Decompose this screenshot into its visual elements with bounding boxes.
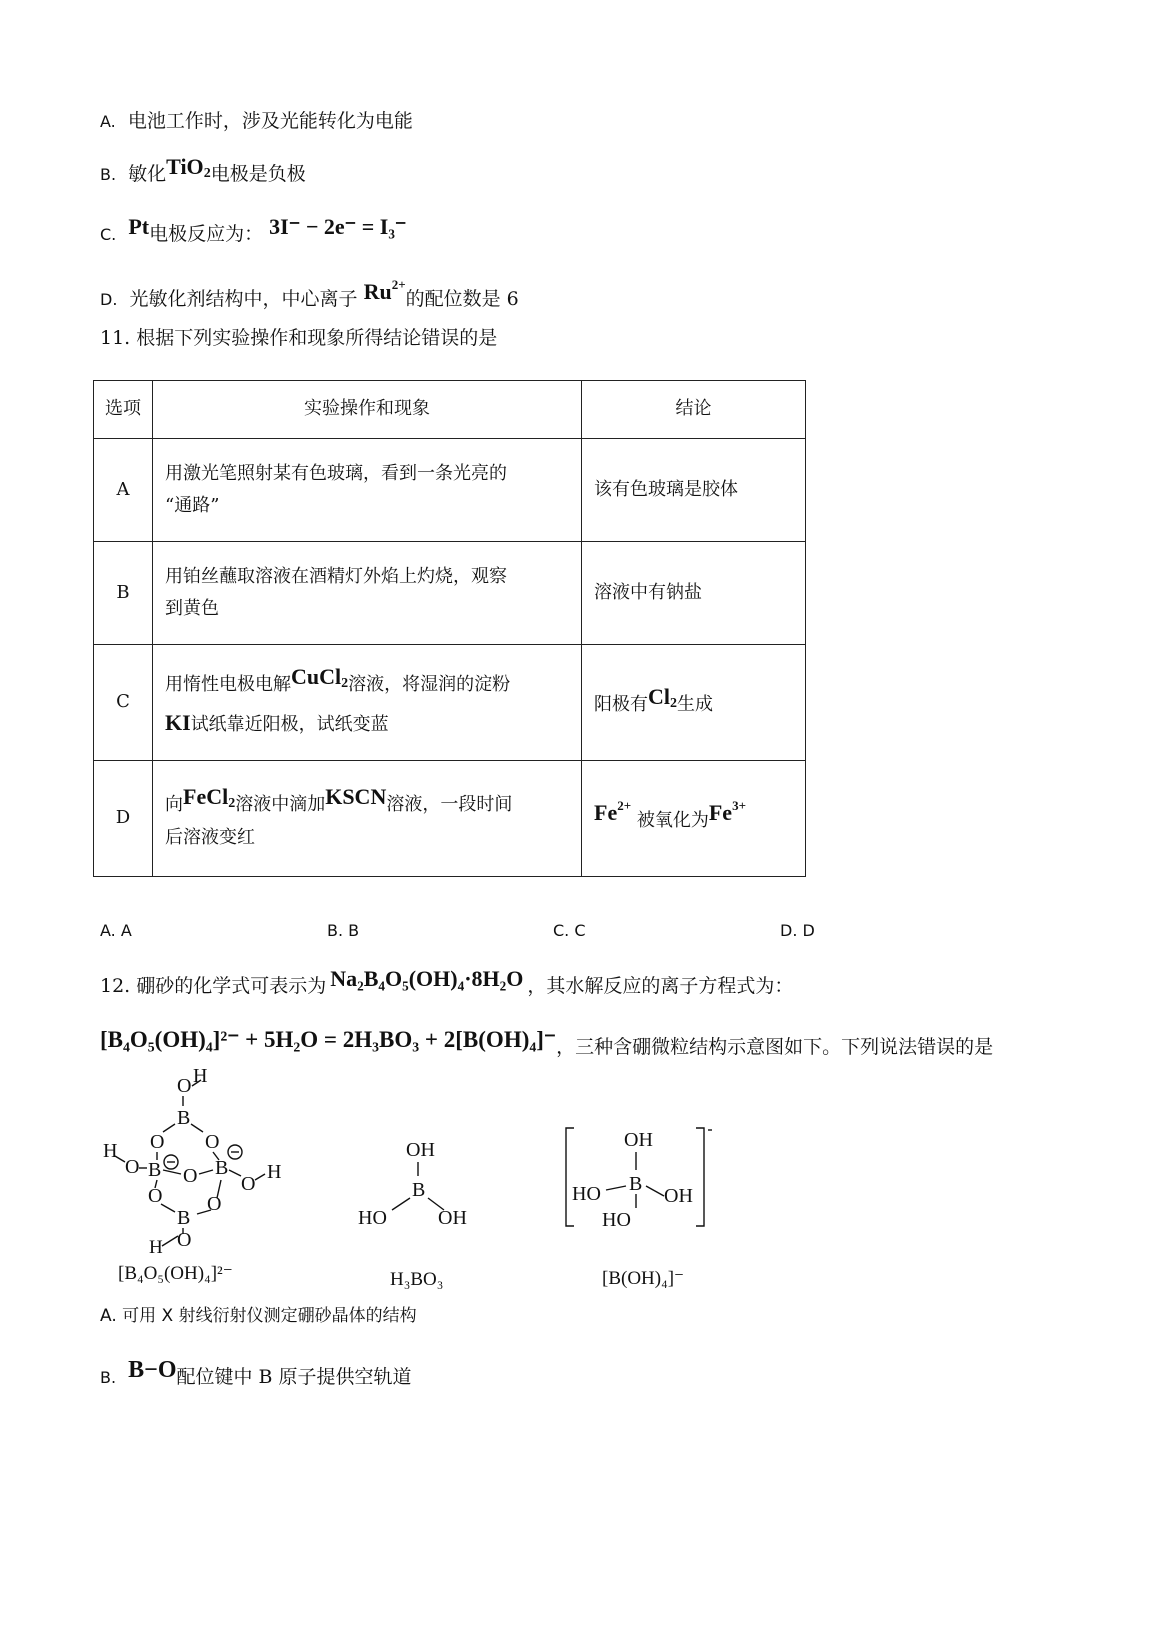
svg-text:H: H [267, 1161, 282, 1183]
option-text-pre: 敏化 [128, 163, 167, 185]
fe3-formula: $Fe^{3+}$ [708, 797, 746, 825]
svg-text:O: O [148, 1185, 163, 1207]
row-operation: 向FeCl$_2$溶液中滴加KSCN溶液，一段时间 后溶液变红 [153, 761, 582, 877]
svg-text:OH: OH [438, 1207, 467, 1229]
q12-option-b [100, 1357, 412, 1391]
option-text: 电池工作时，涉及光能转化为电能 [127, 110, 413, 132]
row-operation: 用铂丝蘸取溶液在酒精灯外焰上灼烧，观察 到黄色 [153, 542, 582, 645]
q10-option-d [100, 277, 519, 311]
table-header-row [94, 381, 806, 439]
boric-acid-structure [350, 1130, 480, 1230]
table-row [94, 761, 806, 877]
header-option: 选项 [94, 381, 153, 439]
svg-text:O: O [177, 1229, 192, 1247]
option-text-post: 的配位数是 6 [405, 288, 519, 310]
q11-choice-c: C. C [553, 921, 586, 940]
tetraborate-structure [95, 1062, 315, 1247]
option-letter: B. [100, 165, 117, 184]
q12-equation-line: [B₄O₅(OH)₄]²⁻ + 5H₂O = 2H₃BO₃ + 2[B(OH)₄]⁻，三种含硼微粒结构示意图如下。下列说法错误的是 [100, 1027, 994, 1058]
q10-option-c [100, 214, 407, 246]
fecl2-formula: FeCl$_2$ [183, 783, 236, 811]
option-text: 配位键中 B 原子提供空轨道 [176, 1366, 412, 1388]
svg-text:O: O [183, 1165, 198, 1187]
svg-text:O: O [241, 1173, 256, 1195]
caption-tetraborate: [B₄O₅(OH)₄]²⁻ [118, 1263, 233, 1284]
row-option: B [94, 542, 153, 645]
fe2-formula: $Fe^{2+}$ [594, 797, 632, 825]
experiment-table [93, 380, 806, 877]
row-conclusion: 该有色玻璃是胶体 [582, 439, 806, 542]
svg-text:O: O [125, 1156, 140, 1178]
row-option: A [94, 439, 153, 542]
table-row [94, 542, 806, 645]
svg-text:OH: OH [624, 1129, 653, 1151]
caption-tetrahydroxyborate: [B(OH)₄]⁻ [602, 1268, 685, 1289]
row-operation: 用惰性电极电解CuCl$_2$溶液，将湿润的淀粉 KI试纸靠近阳极，试纸变蓝 [153, 645, 582, 761]
q10-option-b [100, 154, 306, 189]
q11-stem: 11. 根据下列实验操作和现象所得结论错误的是 [100, 327, 498, 349]
row-option: C [94, 645, 153, 761]
svg-text:H: H [193, 1065, 208, 1087]
ki-formula: KI [165, 709, 191, 735]
ru-formula: $Ru^{2+}$ [363, 277, 406, 304]
hydrolysis-equation: [B₄O₅(OH)₄]²⁻ + 5H₂O = 2H₃BO₃ + 2[B(OH)₄]⁻ [100, 1027, 557, 1052]
q12-stem: 12. 硼砂的化学式可表示为 Na₂B₄O₅(OH)₄·8H₂O ，其水解反应的离子方程式为： [100, 966, 794, 997]
svg-text:H: H [103, 1140, 118, 1162]
option-text-post: 电极是负极 [210, 163, 306, 185]
q11-choice-d: D. D [780, 921, 815, 940]
q10-option-a [100, 110, 413, 133]
option-text-pre: 光敏化剂结构中，中心离子 [129, 288, 358, 310]
option-letter: B. [100, 1368, 117, 1387]
svg-text:B: B [215, 1157, 229, 1179]
row-conclusion: $Fe^{2+}$ 被氧化为$Fe^{3+}$ [582, 761, 806, 877]
svg-text:OH: OH [406, 1139, 435, 1161]
row-option: D [94, 761, 153, 877]
svg-text:B: B [629, 1173, 643, 1195]
svg-text:O: O [207, 1193, 222, 1215]
option-text-mid: 电极反应为： [149, 223, 264, 245]
bo-bond-formula: B−O [128, 1357, 177, 1383]
svg-text:B: B [412, 1179, 426, 1201]
svg-text:HO: HO [358, 1207, 387, 1229]
option-letter: A. [100, 112, 116, 131]
svg-text:B: B [177, 1107, 191, 1129]
header-conclusion: 结论 [582, 381, 806, 439]
table-row [94, 645, 806, 761]
pt-formula: Pt [128, 214, 150, 239]
tetraborate-bond [160, 1232, 190, 1252]
header-operation: 实验操作和现象 [153, 381, 582, 439]
svg-text:O: O [177, 1075, 192, 1097]
svg-text:O: O [205, 1131, 220, 1153]
option-letter: C. [100, 225, 117, 244]
svg-text:HO: HO [572, 1183, 601, 1205]
svg-text:O: O [150, 1131, 165, 1153]
row-conclusion: 阳极有$Cl_2$生成 [582, 645, 806, 761]
q12-option-a: A. 可用 X 射线衍射仪测定硼砂晶体的结构 [100, 1306, 417, 1326]
caption-boric-acid: H₃BO₃ [390, 1269, 444, 1290]
tetraborate-h-label: H [149, 1237, 163, 1258]
q11-choice-a: A. A [100, 921, 132, 940]
row-operation: 用激光笔照射某有色玻璃，看到一条光亮的 “通路” [153, 439, 582, 542]
svg-text:HO: HO [602, 1209, 631, 1231]
option-letter: D. [100, 290, 118, 309]
cl2-formula: $Cl_2$ [648, 683, 677, 711]
electrode-equation: 3I⁻ − 2e⁻ = I₃⁻ [269, 214, 407, 239]
row-conclusion: 溶液中有钠盐 [582, 542, 806, 645]
table-row [94, 439, 806, 542]
svg-text:B: B [177, 1207, 191, 1229]
svg-text:OH: OH [664, 1185, 693, 1207]
q11-choice-b: B. B [327, 921, 360, 940]
borax-formula: Na₂B₄O₅(OH)₄·8H₂O [330, 966, 524, 991]
cucl2-formula: CuCl$_2$ [291, 663, 349, 691]
svg-text:B: B [148, 1159, 162, 1181]
tio2-formula: TiO$_2$ [166, 154, 211, 181]
kscn-formula: KSCN [325, 783, 387, 809]
tetrahydroxyborate-structure [560, 1122, 720, 1234]
